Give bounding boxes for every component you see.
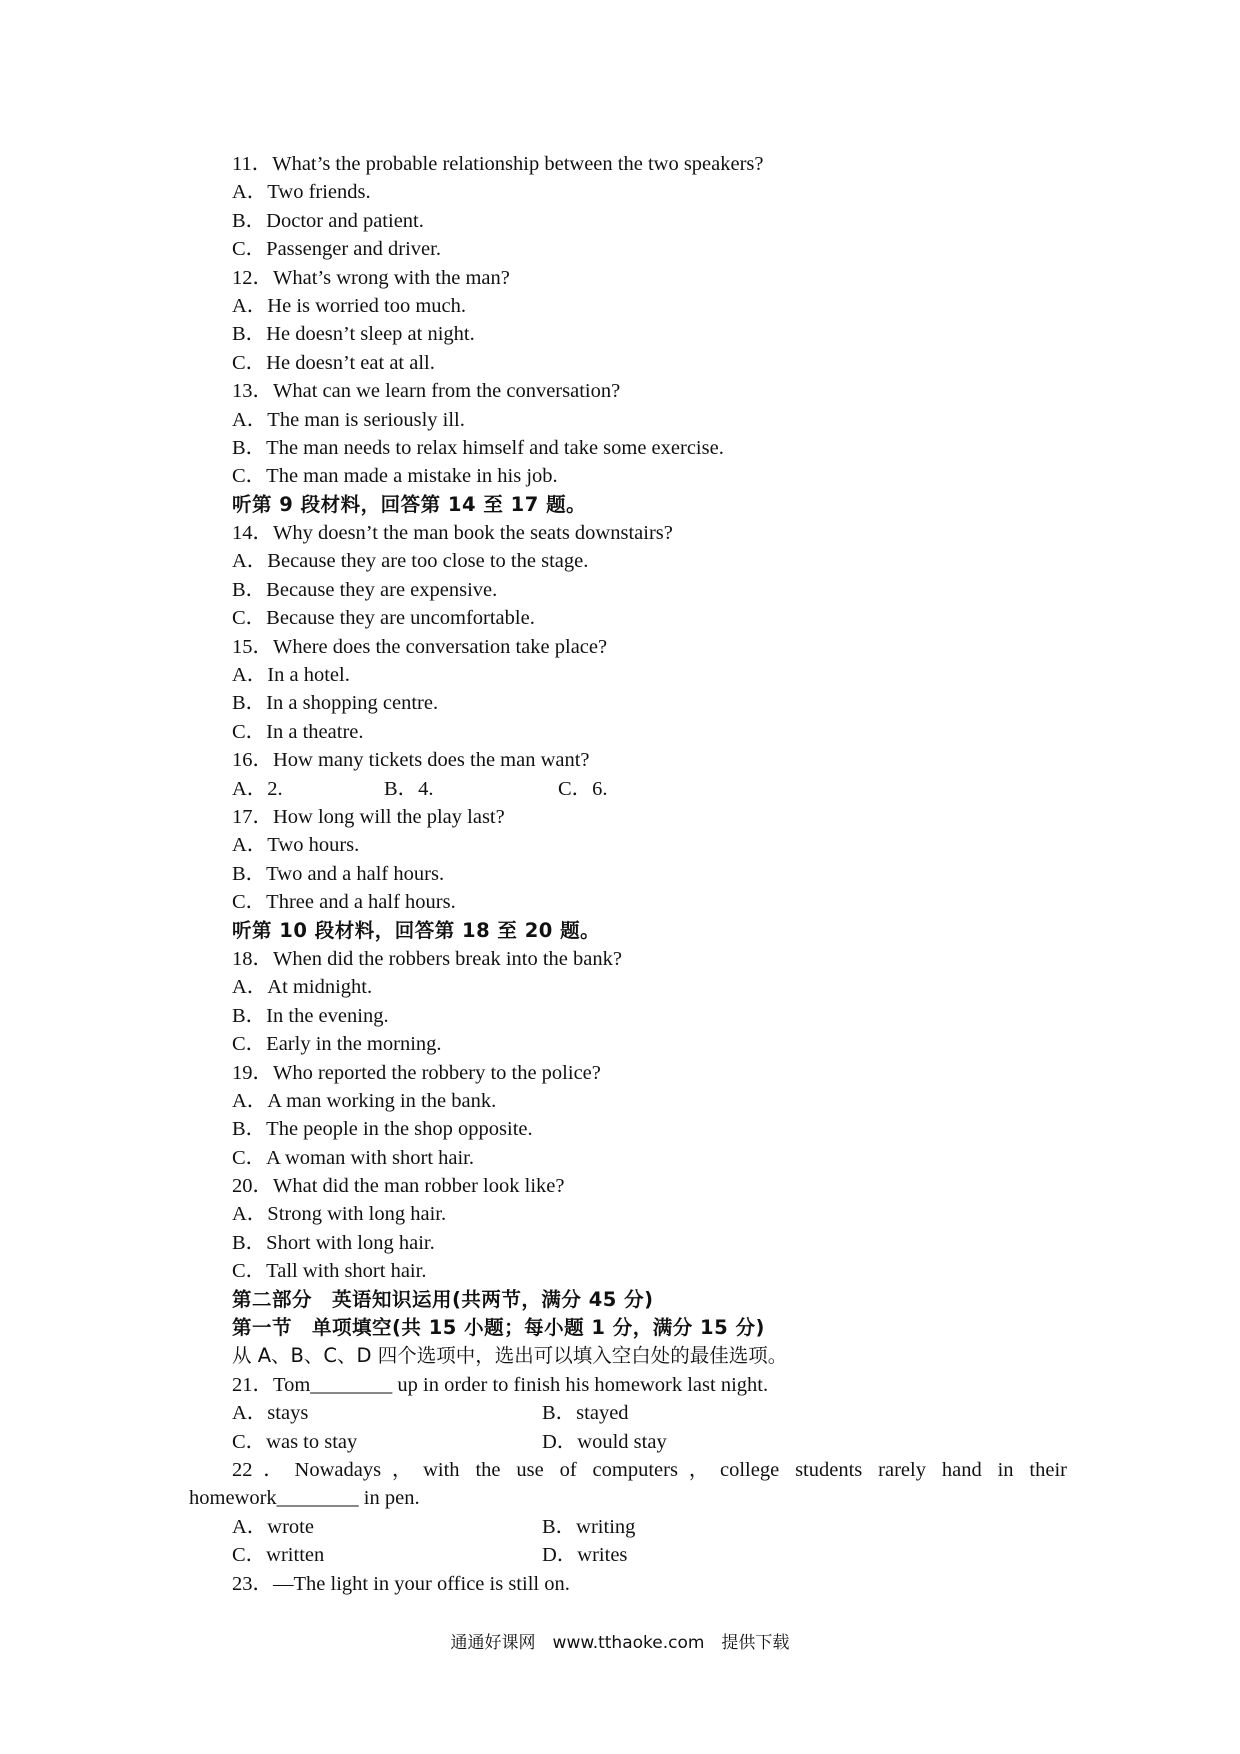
option-14-a: A．Because they are too close to the stage. — [232, 550, 589, 573]
option-15-a: A．In a hotel. — [232, 664, 350, 687]
question-12: 12．What’s wrong with the man? — [232, 266, 510, 289]
options-21-ab — [232, 1399, 1067, 1427]
option-22-a: A．wrote — [232, 1515, 314, 1538]
option-20-a: A．Strong with long hair. — [232, 1203, 447, 1226]
option-11-c: C．Passenger and driver. — [232, 238, 441, 261]
option-22-c: C．written — [232, 1544, 325, 1567]
option-21-c: C．was to stay — [232, 1430, 358, 1453]
option-17-a: A．Two hours. — [232, 834, 360, 857]
option-11-a: A．Two friends. — [232, 181, 371, 204]
page-footer: 通通好课网 www.tthaoke.com 提供下载 — [450, 1633, 790, 1653]
question-20: 20．What did the man robber look like? — [232, 1175, 565, 1198]
section-instruction-9: 听第 9 段材料，回答第 14 至 17 题。 — [232, 492, 587, 516]
options-21-cd — [232, 1428, 1067, 1456]
option-16-a: A．2. — [232, 777, 283, 800]
question-21: 21．Tom________ up in order to finish his homework last night. — [232, 1373, 769, 1396]
question-17: 17．How long will the play last? — [232, 805, 505, 828]
option-19-c: C．A woman with short hair. — [232, 1146, 475, 1169]
option-11-b: B．Doctor and patient. — [232, 209, 424, 232]
option-22-d: D．writes — [542, 1544, 628, 1567]
option-20-b: B．Short with long hair. — [232, 1231, 435, 1254]
section-instruction-10: 听第 10 段材料，回答第 18 至 20 题。 — [232, 918, 601, 942]
question-16: 16．How many tickets does the man want? — [232, 749, 590, 772]
option-22-b: B．writing — [542, 1515, 636, 1538]
option-15-c: C．In a theatre. — [232, 720, 364, 743]
question-13: 13．What can we learn from the conversation? — [232, 380, 621, 403]
option-16-b: B．4. — [384, 777, 434, 800]
option-18-b: B．In the evening. — [232, 1004, 389, 1027]
section-one-instruction: 从 A、B、C、D 四个选项中，选出可以填入空白处的最佳选项。 — [232, 1344, 788, 1368]
option-21-d: D．would stay — [542, 1430, 667, 1453]
question-23: 23．—The light in your office is still on. — [232, 1572, 570, 1595]
option-14-c: C．Because they are uncomfortable. — [232, 607, 535, 630]
option-18-a: A．At midnight. — [232, 976, 373, 999]
option-14-b: B．Because they are expensive. — [232, 578, 498, 601]
option-13-c: C．The man made a mistake in his job. — [232, 465, 558, 488]
question-22-continued: homework________ in pen. — [189, 1487, 420, 1510]
option-12-a: A．He is worried too much. — [232, 294, 466, 317]
option-13-b: B．The man needs to relax himself and take some exercise. — [232, 436, 724, 459]
option-21-a: A．stays — [232, 1402, 309, 1425]
option-20-c: C．Tall with short hair. — [232, 1260, 427, 1283]
options-22-ab — [232, 1513, 1067, 1541]
question-11: 11．What’s the probable relationship between the two speakers? — [232, 153, 764, 175]
option-19-b: B．The people in the shop opposite. — [232, 1118, 533, 1141]
option-13-a: A．The man is seriously ill. — [232, 408, 465, 431]
option-17-b: B．Two and a half hours. — [232, 862, 445, 885]
part-two-heading: 第二部分 英语知识运用(共两节，满分 45 分) — [232, 1287, 654, 1311]
question-14: 14．Why doesn’t the man book the seats downstairs? — [232, 522, 673, 545]
option-12-b: B．He doesn’t sleep at night. — [232, 323, 475, 346]
option-15-b: B．In a shopping centre. — [232, 692, 439, 715]
option-16-c: C．6. — [558, 777, 608, 800]
question-22: 22．Nowadays，with the use of computers，college students rarely hand in their — [232, 1458, 1067, 1481]
question-15: 15．Where does the conversation take place? — [232, 635, 608, 658]
section-one-heading: 第一节 单项填空(共 15 小题；每小题 1 分，满分 15 分) — [232, 1316, 765, 1340]
options-16 — [232, 775, 1067, 803]
option-18-c: C．Early in the morning. — [232, 1033, 442, 1056]
exam-content — [189, 150, 1067, 1598]
question-19: 19．Who reported the robbery to the police? — [232, 1061, 601, 1084]
option-12-c: C．He doesn’t eat at all. — [232, 351, 435, 374]
question-18: 18．When did the robbers break into the bank? — [232, 947, 622, 970]
option-17-c: C．Three and a half hours. — [232, 891, 456, 914]
options-22-cd — [232, 1541, 1067, 1569]
option-19-a: A．A man working in the bank. — [232, 1089, 497, 1112]
option-21-b: B．stayed — [542, 1402, 629, 1425]
